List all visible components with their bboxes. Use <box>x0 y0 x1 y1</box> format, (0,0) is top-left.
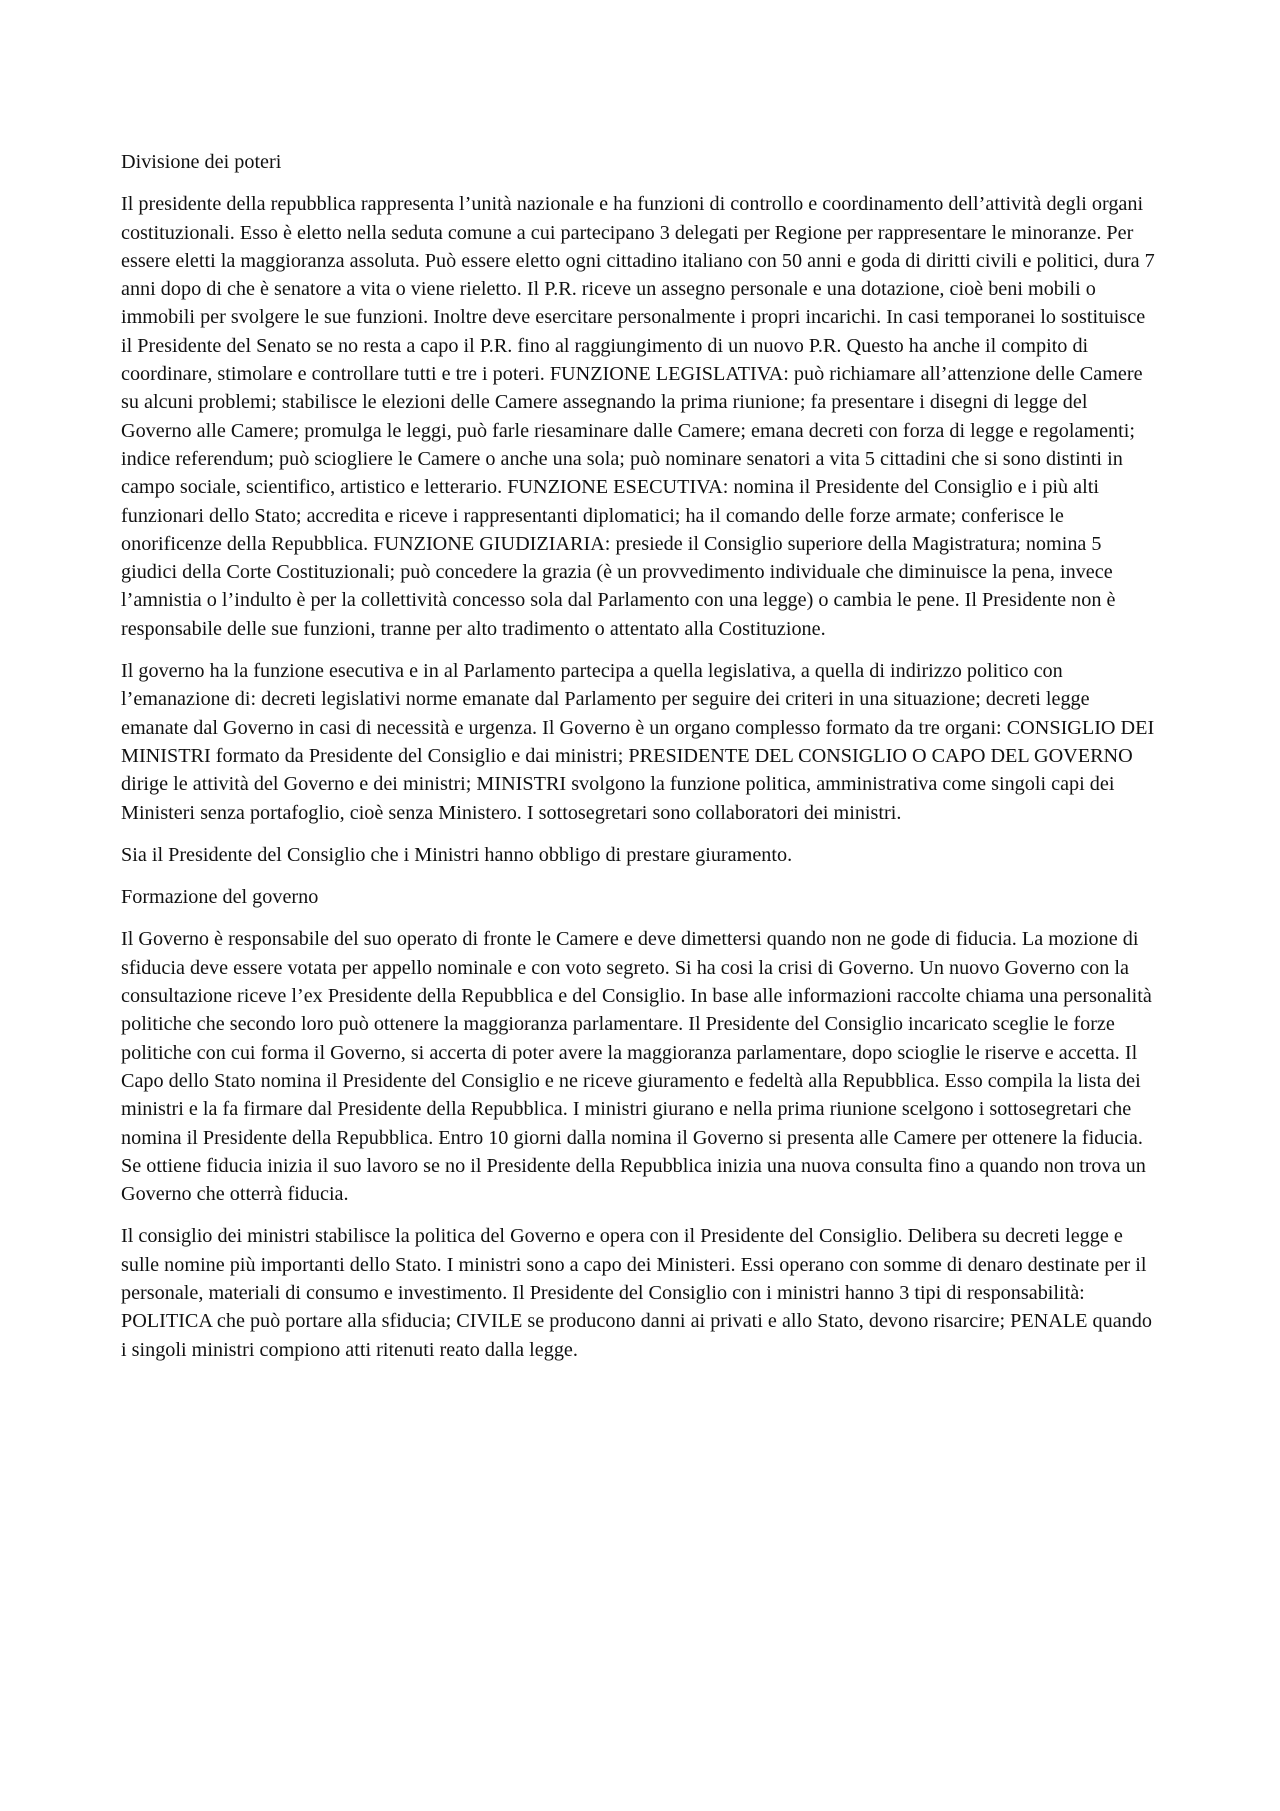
document-page <box>121 148 1161 1378</box>
paragraph: Il Governo è responsabile del suo operato di fronte le Camere e deve dimettersi quando non ne gode di fiducia. La mozione di sfiducia deve essere votata per appello nominale e con voto segreto. Si ha cosi la crisi di Governo. Un nuovo Governo con la consultazione riceve l’ex Presidente della Repubblica e del Consiglio. In base alle informazioni raccolte chiama una personalità politiche che secondo loro può ottenere la maggioranza parlamentare. Il Presidente del Consiglio incaricato sceglie le forze politiche con cui forma il Governo, si accerta di poter avere la maggioranza parlamentare, dopo scioglie le riserve e accetta. Il Capo dello Stato nomina il Presidente del Consiglio e ne riceve giuramento e fedeltà alla Repubblica. Esso compila la lista dei ministri e la fa firmare dal Presidente della Repubblica. I ministri giurano e nella prima riunione scelgono i sottosegretari che nomina il Presidente della Repubblica. Entro 10 giorni dalla nomina il Governo si presenta alle Camere per ottenere la fiducia. Se ottiene fiducia inizia il suo lavoro se no il Presidente della Repubblica inizia una nuova consulta fino a quando non trova un Governo che otterrà fiducia. <box>121 928 1152 1206</box>
paragraph: Il presidente della repubblica rappresenta l’unità nazionale e ha funzioni di controllo e coordinamento dell’attività degli organi costituzionali. Esso è eletto nella seduta comune a cui partecipano 3 delegati per Regione per rappresentare le minoranze. Per essere eletti la maggioranza assoluta. Può essere eletto ogni cittadino italiano con 50 anni e goda di diritti civili e politici, dura 7 anni dopo di che è senatore a vita o viene rieletto. Il P.R. riceve un assegno personale e una dotazione, cioè beni mobili o immobili per svolgere le sue funzioni. Inoltre deve esercitare personalmente i propri incarichi. In casi temporanei lo sostituisce il Presidente del Senato se no resta a capo il P.R. fino al raggiungimento di un nuovo P.R. Questo ha anche il compito di coordinare, stimolare e controllare tutti e tre i poteri. FUNZIONE LEGISLATIVA: può richiamare all’attenzione delle Camere su alcuni problemi; stabilisce le elezioni delle Camere assegnando la prima riunione; fa presentare i disegni di legge del Governo alle Camere; promulga le leggi, può farle riesaminare dalle Camere; emana decreti con forza di legge e regolamenti; indice referendum; può sciogliere le Camere o anche una sola; può nominare senatori a vita 5 cittadini che si sono distinti in campo sociale, scientifico, artistico e letterario. FUNZIONE ESECUTIVA: nomina il Presidente del Consiglio e i più alti funzionari dello Stato; accredita e riceve i rappresentanti diplomatici; ha il comando delle forze armate; conferisce le onorificenze della Repubblica. FUNZIONE GIUDIZIARIA: presiede il Consiglio superiore della Magistratura; nomina 5 giudici della Corte Costituzionali; può concedere la grazia (è un provvedimento individuale che diminuisce la pena, invece l’amnistia o l’indulto è per la collettività concesso sola dal Parlamento con una legge) o cambia le pene. Il Presidente non è responsabile delle sue funzioni, tranne per alto tradimento o attentato alla Costituzione. <box>121 193 1155 640</box>
paragraph: Sia il Presidente del Consiglio che i Ministri hanno obbligo di prestare giuramento. <box>121 843 793 866</box>
paragraph: Il consiglio dei ministri stabilisce la politica del Governo e opera con il Presidente del Consiglio. Delibera su decreti legge e sulle nomine più importanti dello Stato. I ministri sono a capo dei Ministeri. Essi operano con somme di denaro destinate per il personale, materiali di consumo e investimento. Il Presidente del Consiglio con i ministri hanno 3 tipi di responsabilità: POLITICA che può portare alla sfiducia; CIVILE se producono danni ai privati e allo Stato, devono risarcire; PENALE quando i singoli ministri compiono atti ritenuti reato dalla legge. <box>121 1225 1152 1361</box>
paragraph: Il governo ha la funzione esecutiva e in al Parlamento partecipa a quella legislativa, a quella di indirizzo politico con l’emanazione di: decreti legislativi norme emanate dal Parlamento per seguire dei criteri in una situazione; decreti legge emanate dal Governo in casi di necessità e urgenza. Il Governo è un organo complesso formato da tre organi: CONSIGLIO DEI MINISTRI formato da Presidente del Consiglio e dai ministri; PRESIDENTE DEL CONSIGLIO O CAPO DEL GOVERNO dirige le attività del Governo e dei ministri; MINISTRI svolgono la funzione politica, amministrativa come singoli capi dei Ministeri senza portafoglio, cioè senza Ministero. I sottosegretari sono collaboratori dei ministri. <box>121 660 1155 824</box>
section-heading: Divisione dei poteri <box>121 151 282 173</box>
section-heading: Formazione del governo <box>121 886 319 909</box>
